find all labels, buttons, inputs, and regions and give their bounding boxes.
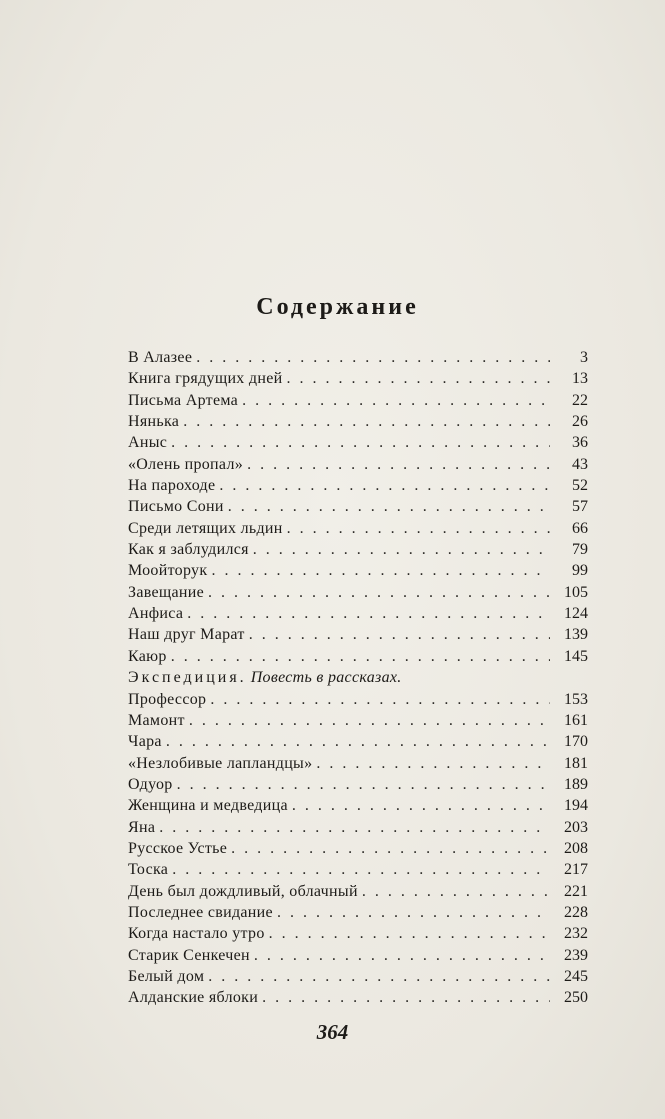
toc-entry	[128, 817, 588, 838]
toc-entry	[128, 859, 588, 880]
leader-dots	[204, 582, 550, 603]
leader-dots	[238, 390, 550, 411]
leader-dots	[265, 923, 550, 944]
toc-entry-page: 43	[572, 455, 588, 473]
toc-entry	[128, 689, 588, 710]
leader-dots	[249, 539, 550, 560]
toc-entry-title: Когда настало утро	[128, 925, 265, 943]
leader-dots	[173, 774, 550, 795]
toc-entry-title: Тоска	[128, 861, 169, 879]
toc-entry	[128, 496, 588, 517]
toc-entry-title: Старик Сенкечен	[128, 946, 250, 964]
toc-entry	[128, 774, 588, 795]
toc-entry	[128, 624, 588, 645]
toc-entry-page: 189	[564, 775, 588, 793]
toc-entry	[128, 475, 588, 496]
toc-entry-title: Одуор	[128, 775, 173, 793]
toc-entry-title: Белый дом	[128, 967, 205, 985]
toc-entry	[128, 432, 588, 453]
toc-entry-title: Чара	[128, 733, 162, 751]
toc-entry-title: «Незлобивые лапландцы»	[128, 754, 313, 772]
toc-entry-title: Письмо Сони	[128, 498, 224, 516]
toc-entry-page: 208	[564, 839, 588, 857]
toc-entry	[128, 838, 588, 859]
toc-entry	[128, 518, 588, 539]
leader-dots	[227, 838, 550, 859]
leader-dots	[155, 817, 550, 838]
section-subtitle: Повесть в рассказах.	[250, 669, 402, 687]
leader-dots	[282, 368, 550, 389]
toc-entry-title: Моойторук	[128, 562, 208, 580]
leader-dots	[250, 945, 550, 966]
leader-dots	[206, 689, 550, 710]
leader-dots	[207, 560, 550, 581]
toc-entry	[128, 368, 588, 389]
toc-entry-title: В Алазее	[128, 349, 193, 366]
leader-dots	[168, 859, 550, 880]
toc-section-heading	[128, 667, 588, 688]
toc-entry-page: 203	[564, 818, 588, 836]
toc-entry-title: «Олень пропал»	[128, 455, 244, 473]
toc-entry	[128, 881, 588, 902]
toc-entry-title: Женщина и медведица	[128, 797, 288, 815]
leader-dots	[167, 432, 550, 453]
toc-entry-page: 139	[564, 626, 588, 644]
toc-entry-page: 221	[564, 882, 588, 900]
toc-entry	[128, 646, 588, 667]
toc-entry-page: 153	[564, 690, 588, 708]
toc-entry-page: 36	[572, 434, 588, 452]
toc-entry-title: Профессор	[128, 690, 207, 708]
toc-entry-page: 250	[564, 989, 588, 1007]
leader-dots	[224, 496, 550, 517]
leader-dots	[192, 347, 550, 368]
toc-entry-title: Мамонт	[128, 711, 185, 729]
leader-dots	[312, 753, 550, 774]
toc-entry-title: Русское Устье	[128, 839, 228, 857]
leader-dots	[204, 966, 550, 987]
toc-entry-title: Завещание	[128, 583, 205, 601]
toc-entry	[128, 454, 588, 475]
toc-entry	[128, 945, 588, 966]
toc-entry-page: 170	[564, 733, 588, 751]
leader-dots	[243, 454, 550, 475]
toc-entry	[128, 539, 588, 560]
toc-entry-title: Каюр	[128, 647, 167, 665]
toc-entry-page: 228	[564, 903, 588, 921]
leader-dots	[258, 987, 550, 1008]
toc-entry	[128, 987, 588, 1008]
toc-entry	[128, 795, 588, 816]
toc-entry-page: 52	[572, 477, 588, 495]
toc-entry-title: Как я заблудился	[128, 541, 249, 559]
toc-entry-page: 181	[564, 754, 588, 772]
toc-entry-title: Аныс	[128, 434, 168, 452]
toc-entry-title: Анфиса	[128, 605, 184, 623]
toc-entry-page: 232	[564, 925, 588, 943]
toc-entry	[128, 560, 588, 581]
toc-entry	[128, 710, 588, 731]
toc-entry	[128, 731, 588, 752]
table-of-contents	[128, 347, 588, 1009]
section-title: Экспедиция.	[128, 669, 247, 687]
toc-entry-page: 3	[580, 349, 588, 366]
toc-entry-page: 245	[564, 967, 588, 985]
toc-entry-title: Алданские яблоки	[128, 989, 259, 1007]
toc-entry-title: Книга грядущих дней	[128, 370, 283, 388]
page-title: Содержание	[256, 294, 419, 320]
toc-entry-page: 161	[564, 711, 588, 729]
toc-entry-page: 66	[572, 519, 588, 537]
toc-entry	[128, 923, 588, 944]
leader-dots	[358, 881, 550, 902]
toc-entry-page: 145	[564, 647, 588, 665]
toc-entry	[128, 603, 588, 624]
toc-entry-title: Письма Артема	[128, 391, 239, 409]
toc-entry-title: Нянька	[128, 413, 180, 431]
leader-dots	[215, 475, 550, 496]
toc-entry-page: 79	[572, 541, 588, 559]
leader-dots	[179, 411, 550, 432]
toc-entry-title: День был дождливый, облачный	[128, 882, 358, 900]
toc-entry-page: 13	[572, 370, 588, 388]
toc-entry-page: 194	[564, 797, 588, 815]
toc-entry	[128, 753, 588, 774]
toc-entry-page: 239	[564, 946, 588, 964]
toc-entry	[128, 582, 588, 603]
toc-entry-title: Наш друг Марат	[128, 626, 245, 644]
toc-entry-title: Последнее свидание	[128, 903, 273, 921]
toc-entry-title: На пароходе	[128, 477, 216, 495]
toc-entry-page: 105	[564, 583, 588, 601]
toc-entry-page: 57	[572, 498, 588, 516]
leader-dots	[183, 603, 550, 624]
toc-entry	[128, 347, 588, 368]
toc-entry-title: Среди летящих льдин	[128, 519, 283, 537]
toc-entry-title: Яна	[128, 818, 156, 836]
toc-entry-page: 124	[564, 605, 588, 623]
toc-entry	[128, 411, 588, 432]
leader-dots	[273, 902, 550, 923]
toc-entry	[128, 390, 588, 411]
toc-entry-page: 22	[572, 391, 588, 409]
leader-dots	[283, 518, 550, 539]
leader-dots	[288, 795, 550, 816]
page-number: 364	[316, 1020, 349, 1044]
toc-entry	[128, 966, 588, 987]
leader-dots	[245, 624, 550, 645]
leader-dots	[162, 731, 550, 752]
toc-entry	[128, 902, 588, 923]
leader-dots	[185, 710, 550, 731]
toc-entry-page: 26	[572, 413, 588, 431]
leader-dots	[167, 646, 550, 667]
toc-entry-page: 99	[572, 562, 588, 580]
toc-entry-page: 217	[564, 861, 588, 879]
